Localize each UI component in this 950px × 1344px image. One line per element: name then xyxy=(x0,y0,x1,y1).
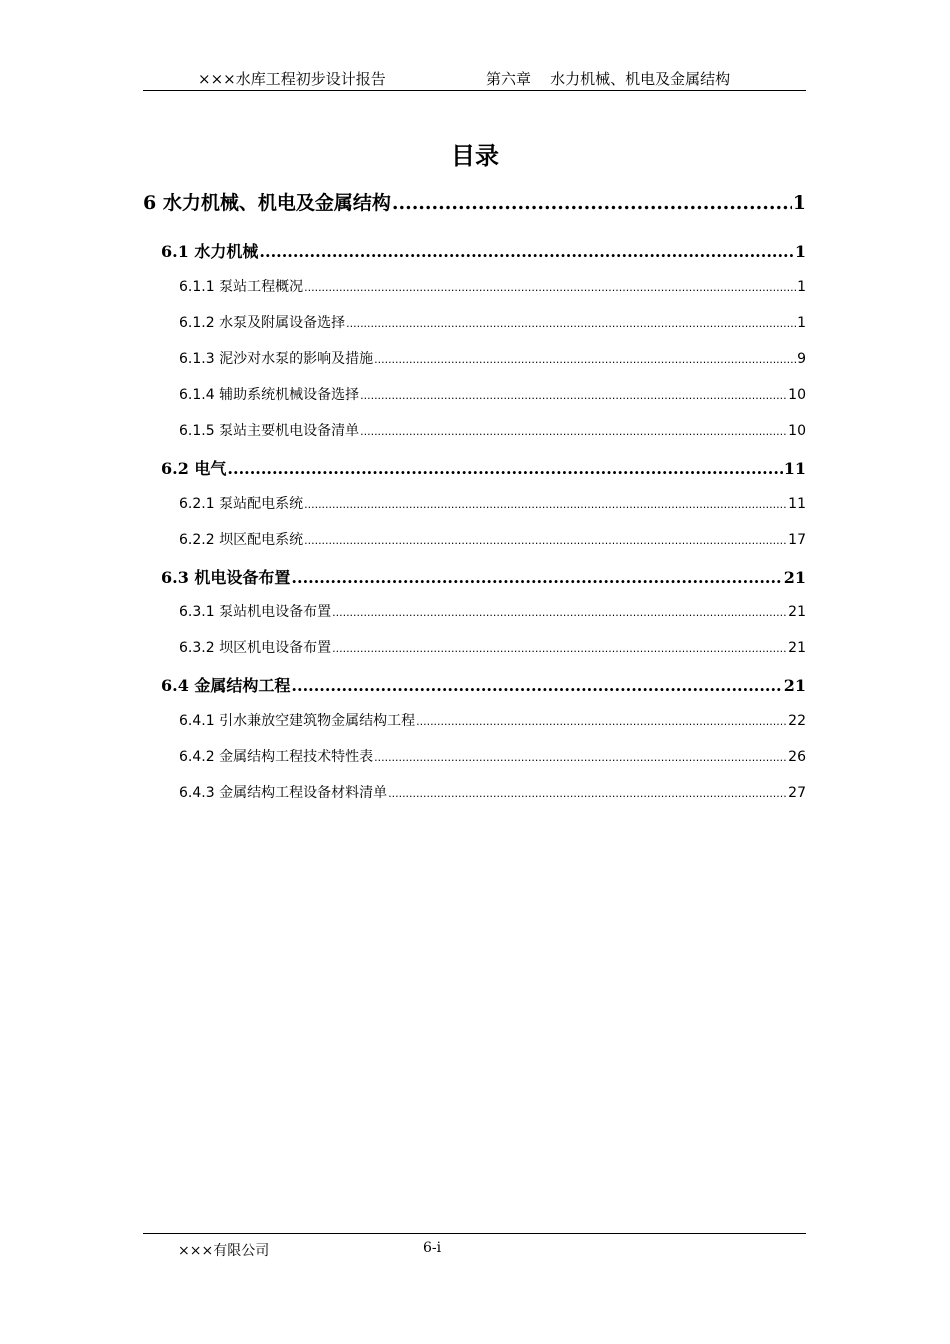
toc-leader-dots xyxy=(304,281,796,294)
toc-entry-label: 6.3.2 坝区机电设备布置 xyxy=(179,640,332,656)
toc-entry-label: 6.1.1 泵站工程概况 xyxy=(179,279,304,295)
toc-entry-label: 6.1.3 泥沙对水泵的影响及措施 xyxy=(179,351,374,367)
toc-entry-6-4-3[interactable] xyxy=(179,782,806,802)
toc-leader-dots xyxy=(374,353,796,366)
toc-leader-dots xyxy=(332,606,787,619)
toc-entry-label: 6.1.4 辅助系统机械设备选择 xyxy=(179,387,360,403)
toc-entry-6-1-2[interactable] xyxy=(179,312,806,332)
toc-entry-6-1-5[interactable] xyxy=(179,420,806,440)
toc-leader-dots xyxy=(416,715,787,728)
toc-entry-6-3[interactable] xyxy=(161,565,806,588)
toc-entry-6-1-4[interactable] xyxy=(179,384,806,404)
toc-leader-dots xyxy=(304,534,787,547)
toc-entry-6-1[interactable] xyxy=(161,239,806,262)
toc-entry-page: 11 xyxy=(783,459,806,478)
toc-entry-6-4-2[interactable] xyxy=(179,746,806,766)
toc-entry-page: 21 xyxy=(783,676,806,695)
toc-entry-page: 1 xyxy=(794,242,806,261)
toc-entry-page: 17 xyxy=(788,532,806,548)
page-title: 目录 xyxy=(451,141,499,170)
toc-entry-label: 6.2.1 泵站配电系统 xyxy=(179,496,304,512)
toc-leader-dots xyxy=(392,192,792,214)
toc-entry-label: 6.3.1 泵站机电设备布置 xyxy=(179,604,332,620)
toc-leader-dots xyxy=(360,425,787,438)
toc-entry-6-1-3[interactable] xyxy=(179,348,806,368)
header-report-title: ×××水库工程初步设计报告 xyxy=(198,70,386,88)
toc-leader-dots xyxy=(374,751,787,764)
toc-leader-dots xyxy=(332,642,787,655)
toc-entry-6-3-1[interactable] xyxy=(179,601,806,621)
toc-entry-6-2[interactable] xyxy=(161,456,806,479)
toc-leader-dots xyxy=(259,242,793,261)
toc-leader-dots xyxy=(346,317,796,330)
toc-entry-page: 26 xyxy=(788,749,806,765)
toc-leader-dots xyxy=(388,787,787,800)
header-chapter-title: 第六章 水力机械、机电及金属结构 xyxy=(486,70,731,88)
page-header xyxy=(143,66,806,91)
toc-entry-page: 10 xyxy=(788,387,806,403)
toc-entry-6-2-2[interactable] xyxy=(179,529,806,549)
toc-leader-dots xyxy=(227,459,782,478)
toc-entry-label: 6 水力机械、机电及金属结构 xyxy=(143,192,391,214)
toc-leader-dots xyxy=(360,389,787,402)
toc-entry-label: 6.1.2 水泵及附属设备选择 xyxy=(179,315,346,331)
toc-entry-page: 1 xyxy=(797,315,806,331)
toc-entry-label: 6.1 水力机械 xyxy=(161,242,259,261)
toc-entry-label: 6.3 机电设备布置 xyxy=(161,568,291,587)
toc-entry-label: 6.4.2 金属结构工程技术特性表 xyxy=(179,749,374,765)
toc-entry-page: 1 xyxy=(792,192,806,214)
toc-entry-6-4[interactable] xyxy=(161,673,806,696)
toc-leader-dots xyxy=(304,498,787,511)
toc-entry-label: 6.2.2 坝区配电系统 xyxy=(179,532,304,548)
toc-leader-dots xyxy=(291,568,782,587)
toc-entry-page: 9 xyxy=(797,351,806,367)
toc-entry-6-2-1[interactable] xyxy=(179,493,806,513)
toc-entry-label: 6.4.3 金属结构工程设备材料清单 xyxy=(179,785,388,801)
toc-entry-label: 6.2 电气 xyxy=(161,459,227,478)
toc-entry-chapter-6[interactable] xyxy=(143,188,806,215)
toc-entry-page: 22 xyxy=(788,713,806,729)
footer-company-name: ×××有限公司 xyxy=(178,1243,270,1259)
page-footer xyxy=(143,1233,806,1258)
toc-entry-label: 6.4.1 引水兼放空建筑物金属结构工程 xyxy=(179,713,416,729)
toc-entry-6-4-1[interactable] xyxy=(179,710,806,730)
toc-entry-page: 21 xyxy=(783,568,806,587)
toc-leader-dots xyxy=(291,676,782,695)
footer-page-number: 6-i xyxy=(423,1240,442,1256)
toc-entry-page: 10 xyxy=(788,423,806,439)
toc-entry-page: 27 xyxy=(788,785,806,801)
toc-entry-page: 11 xyxy=(788,496,806,512)
toc-entry-6-1-1[interactable] xyxy=(179,276,806,296)
toc-entry-6-3-2[interactable] xyxy=(179,637,806,657)
toc-entry-page: 21 xyxy=(788,604,806,620)
toc-entry-label: 6.4 金属结构工程 xyxy=(161,676,291,695)
toc-entry-page: 21 xyxy=(788,640,806,656)
toc-entry-label: 6.1.5 泵站主要机电设备清单 xyxy=(179,423,360,439)
toc-entry-page: 1 xyxy=(797,279,806,295)
